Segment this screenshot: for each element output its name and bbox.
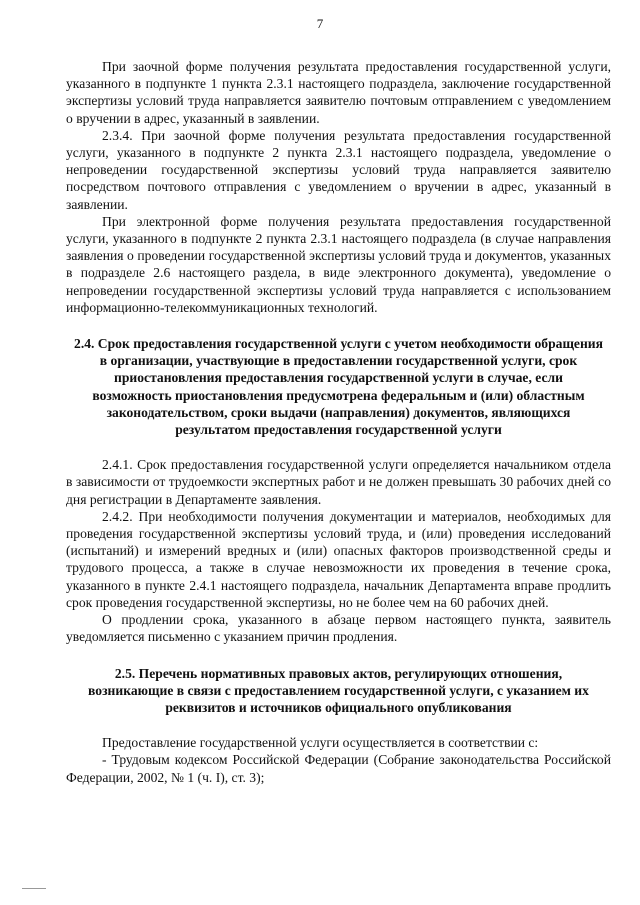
paragraph: 2.3.4. При заочной форме получения результата предоставления государственной услуги, указанного в подпункте 2 пункта 2.3.1 настоящего подраздела, уведомление о непроведении государственной экспертизы условий труда направляется заявителю посредством почтового отправления с уведомлением о вручении в адрес, указанный в заявлении. bbox=[66, 127, 611, 212]
paragraph: При электронной форме получения результата предоставления государственной услуги, указанного в подпункте 2 пункта 2.3.1 настоящего подраздела (в случае направления заявления о проведении государственной экспертизы условий труда и документов, указанных в подразделе 2.6 настоящего раздела, в виде электронного документа), уведомление о непроведении государственной экспертизы условий труда направляется с использованием информационно-телекоммуникационных технологий. bbox=[66, 213, 611, 315]
section-heading-2-5: 2.5. Перечень нормативных правовых актов, регулирующих отношения, возникающие в связи с предоставлением государственной услуги, с указанием их реквизитов и источников официального опубликования bbox=[88, 665, 589, 715]
paragraph: При заочной форме получения результата предоставления государственной услуги, указанного в подпункте 1 пункта 2.3.1 настоящего подраздела, заключение государственной экспертизы условий труда направляется заявителю почтовым отправлением с уведомлением о вручении в адрес, указанный в заявлении. bbox=[66, 59, 611, 126]
page-number: 7 bbox=[316, 16, 324, 31]
paragraph: Предоставление государственной услуги осуществляется в соответствии с: bbox=[102, 735, 539, 751]
document-body bbox=[66, 58, 611, 786]
paragraph: 2.4.2. При необходимости получения документации и материалов, необходимых для проведения государственной экспертизы условий труда, и (или) проведения исследований (испытаний) и измерений вредных и (или) опасных факторов производственной среды и трудового процесса, а также в случае невозможности их проведения в течение срока, указанного в пункте 2.4.1 настоящего подраздела, начальник Департамента вправе продлить срок проведения государственной экспертизы, но не более чем на 60 рабочих дней. bbox=[66, 508, 611, 610]
scan-artifact bbox=[22, 888, 46, 889]
paragraph: 2.4.1. Срок предоставления государственной услуги определяется начальником отдела в зависимости от трудоемкости экспертных работ и не должен превышать 30 рабочих дней со дня регистрации в Департаменте заявления. bbox=[66, 457, 611, 507]
section-heading-2-4: 2.4. Срок предоставления государственной услуги с учетом необходимости обращения в организации, участвующие в предоставлении государственной услуги, срок приостановления предоставления государственной услуги в случае, если возможность приостановления предусмотрена федеральным и (или) областным законодательством, сроки выдачи (направления) документов, являющихся результатом предоставления государственной услуги bbox=[74, 336, 603, 438]
paragraph: О продлении срока, указанного в абзаце первом настоящего пункта, заявитель уведомляется письменно с указанием причин продления. bbox=[66, 612, 611, 645]
paragraph: - Трудовым кодексом Российской Федерации (Собрание законодательства Российской Федерации, 2002, № 1 (ч. I), ст. 3); bbox=[66, 752, 611, 785]
